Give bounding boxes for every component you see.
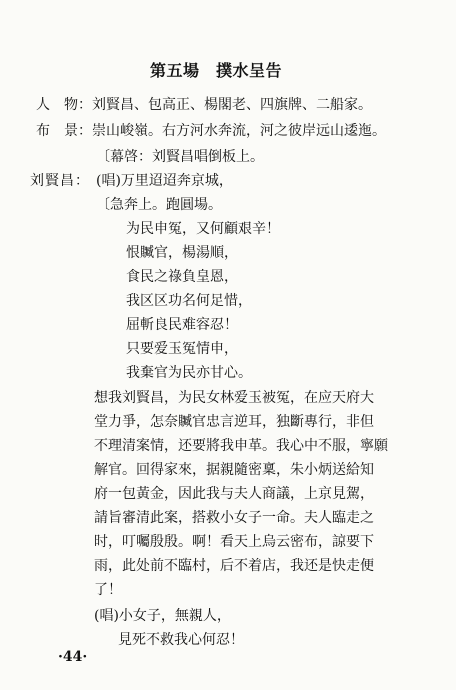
speech-line: 不理清案情，还要將我申革。我心中不服，寧願 (94, 438, 388, 454)
speech-line: 解官。回得家來，据親隨密稟，朱小炳送給知 (94, 462, 374, 478)
speech-line: 堂力爭，怎奈贓官忠言逆耳，独斷專行，非但 (94, 414, 374, 430)
sung-line-1: (唱)万里迢迢奔京城， (96, 173, 233, 189)
verse-line: 恨贓官，楊湯順， (126, 245, 238, 261)
verse-line: 我棄官为民亦甘心。 (126, 365, 252, 381)
action-direction: 〔急奔上。跑圓場。 (96, 197, 222, 213)
sung-line-2: (唱)小女子，無親人， (94, 608, 231, 624)
opening-stage-direction: 〔幕啓：刘賢昌唱倒板上。 (96, 149, 264, 165)
verse-line: 屈斬良民难容忍！ (126, 317, 238, 333)
speech-line: 府一包黃金，因此我与夫人商議，上京見駕， (94, 486, 374, 502)
speech-line: 了！ (94, 582, 122, 598)
setting-label: 布 景： (36, 123, 92, 139)
speech-line: 时，叮囑殷殷。啊！看天上烏云密布，諒要下 (94, 534, 374, 550)
speech-line: 雨，此处前不臨村，后不着店，我还是快走便 (94, 558, 374, 574)
speaker-name: 刘賢昌： (30, 173, 90, 189)
verse-line: 只要爱玉冤情申， (126, 341, 238, 357)
setting-line (36, 122, 386, 140)
cast-label: 人 物： (36, 97, 92, 113)
setting-value: 崇山峻嶺。右方河水奔流，河之彼岸远山逶迤。 (92, 123, 386, 139)
cast-value: 刘賢昌、包高正、楊閣老、四旗牌、二船家。 (92, 97, 372, 113)
verse-line: 为民申冤，又何顧艰辛！ (126, 221, 280, 237)
speech-line: 請旨審清此案，搭救小女子一命。夫人臨走之 (94, 510, 374, 526)
cast-line (36, 96, 372, 114)
page-number: ·44· (58, 649, 88, 665)
speech-line: 想我刘賢昌，为民女林爱玉被冤，在应天府大 (94, 390, 374, 406)
verse-line: 我区区功名何足惜， (126, 293, 252, 309)
sung-line-3: 見死不救我心何忍！ (118, 632, 244, 648)
scene-title: 第五場 撲水呈告 (150, 61, 283, 80)
verse-line: 食民之祿負皇恩， (126, 269, 238, 285)
